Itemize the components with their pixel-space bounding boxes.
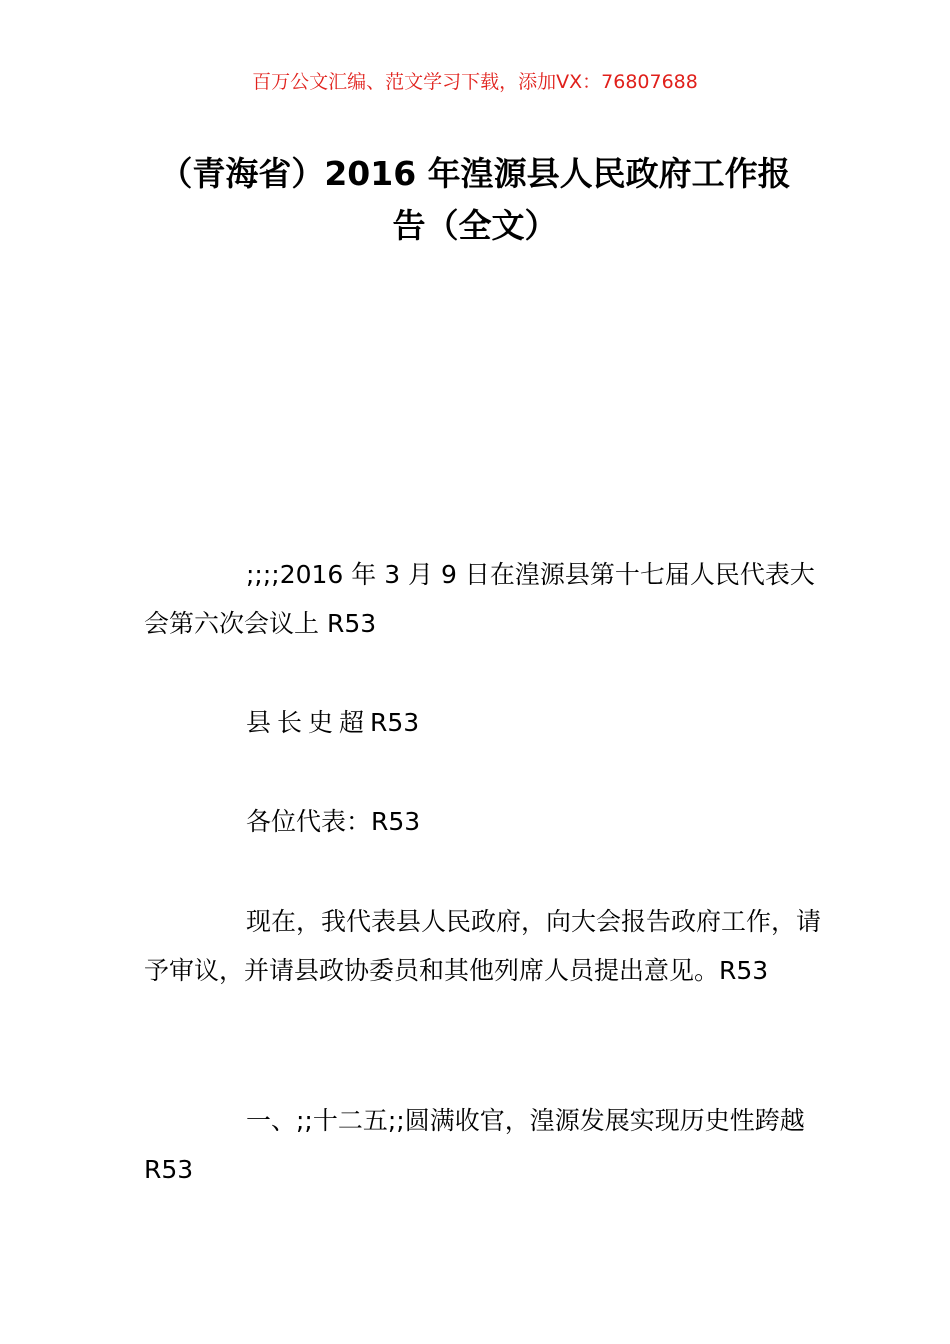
paragraph-speaker xyxy=(144,698,834,747)
document-title-line-2: 告（全文） xyxy=(392,206,558,245)
header-note: 百万公文汇编、范文学习下载，添加VX：76807688 xyxy=(252,71,698,93)
paragraph-text: ;;;;2016 年 3 月 9 日在湟源县第十七届人民代表大会第六次会议上 R53 xyxy=(144,560,815,638)
speaker-suffix: R53 xyxy=(370,708,420,737)
paragraph-meeting-date xyxy=(144,550,834,648)
paragraph-text: 一、;;十二五;;圆满收官，湟源发展实现历史性跨越 R53 xyxy=(144,1106,805,1184)
paragraph-text: 各位代表：R53 xyxy=(246,807,421,836)
paragraph-salutation xyxy=(144,797,834,846)
paragraph-text: 现在，我代表县人民政府，向大会报告政府工作，请予审议，并请县政协委员和其他列席人员提出意见。R53 xyxy=(144,907,822,985)
paragraph-opening xyxy=(144,897,834,995)
speaker-name: 县长史超 xyxy=(246,708,371,737)
document-title-line-1: （青海省）2016 年湟源县人民政府工作报 xyxy=(159,154,791,193)
document-title xyxy=(130,148,820,252)
paragraph-section-one-heading xyxy=(144,1096,834,1194)
paragraph-text xyxy=(144,698,834,747)
